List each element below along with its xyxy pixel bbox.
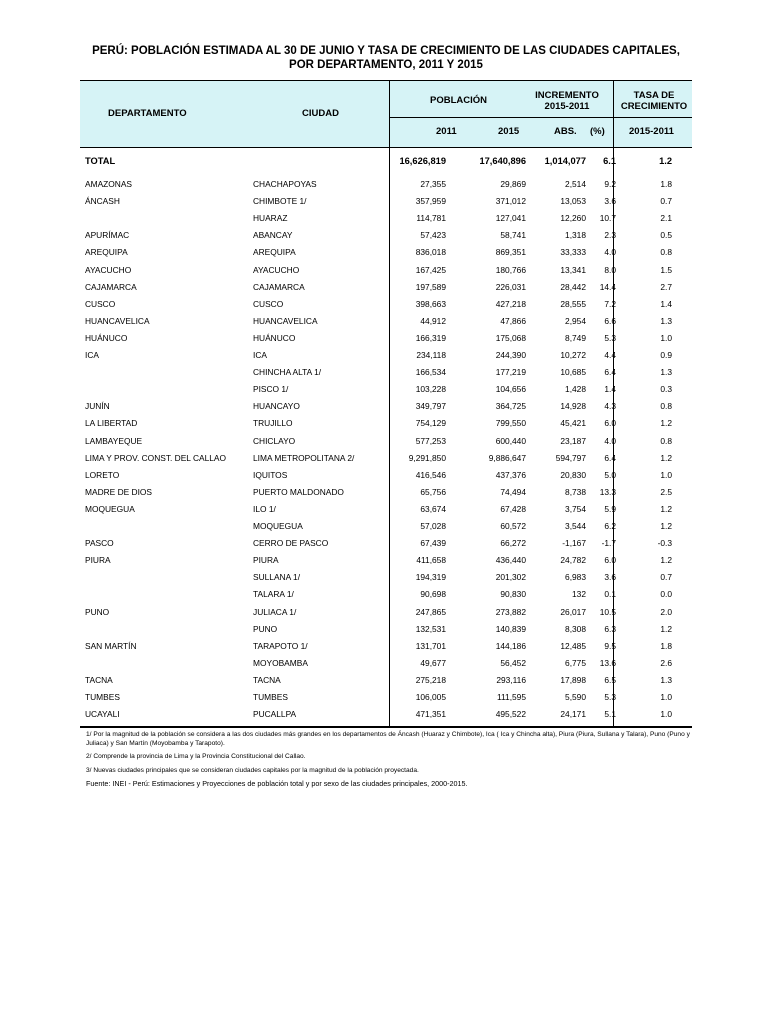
poblacion-2011-cell: 166,534 — [415, 367, 446, 378]
header-abs: ABS. — [554, 126, 577, 137]
poblacion-2015-cell: 90,830 — [500, 589, 526, 600]
total-2011: 16,626,819 — [399, 156, 446, 166]
departamento-cell: TACNA — [85, 674, 113, 685]
incremento-pct-cell: 10.7 — [599, 213, 616, 224]
poblacion-2015-cell: 67,428 — [500, 503, 526, 514]
departamento-cell: HUÁNUCO — [85, 332, 128, 343]
incremento-abs-cell: -1,167 — [562, 538, 586, 549]
ciudad-cell: CUSCO — [253, 298, 284, 309]
incremento-pct-cell: 5.3 — [604, 692, 616, 702]
table-body — [80, 148, 692, 728]
ciudad-cell: HUÁNUCO — [253, 332, 296, 343]
incremento-pct-cell: 10.5 — [599, 606, 616, 617]
poblacion-2015-cell: 226,031 — [495, 281, 526, 292]
table-row — [80, 330, 692, 347]
poblacion-2015-cell: 104,656 — [495, 384, 526, 395]
table-row — [80, 262, 692, 279]
departamento-cell: LAMBAYEQUE — [85, 435, 143, 446]
tasa-cell: 1.8 — [660, 179, 672, 189]
table-row — [80, 450, 692, 467]
incremento-pct-cell: 5.1 — [604, 709, 616, 720]
table-header — [80, 80, 692, 148]
departamento-cell: LIMA Y PROV. CONST. DEL CALLAO — [85, 452, 227, 463]
departamento-cell: PIURA — [85, 555, 111, 566]
table-row — [80, 689, 692, 706]
table-row — [80, 655, 692, 672]
poblacion-2011-cell: 63,674 — [420, 503, 446, 514]
ciudad-cell: JULIACA 1/ — [253, 606, 297, 617]
ciudad-cell: TARAPOTO 1/ — [253, 640, 308, 651]
incremento-abs-cell: 17,898 — [560, 674, 586, 685]
ciudad-cell: TRUJILLO — [253, 418, 293, 429]
ciudad-cell: TACNA — [253, 674, 281, 685]
poblacion-2011-cell: 103,228 — [415, 384, 446, 395]
poblacion-2015-cell: 180,766 — [495, 264, 526, 275]
ciudad-cell: CAJAMARCA — [253, 281, 305, 292]
incremento-abs-cell: 26,017 — [560, 606, 586, 617]
poblacion-2015-cell: 364,725 — [495, 401, 526, 412]
incremento-pct-cell: 9.2 — [604, 179, 616, 189]
table-row — [80, 586, 692, 603]
poblacion-2015-cell: 437,376 — [495, 469, 526, 480]
poblacion-2015-cell: 201,302 — [495, 572, 526, 583]
departamento-cell: AREQUIPA — [85, 247, 128, 258]
poblacion-2011-cell: 27,355 — [420, 179, 446, 189]
incremento-pct-cell: 13.6 — [599, 657, 616, 668]
tasa-cell: 1.2 — [660, 521, 672, 531]
tasa-cell: 0.7 — [660, 572, 672, 583]
poblacion-2015-cell: 293,116 — [496, 674, 526, 685]
tasa-cell: 1.8 — [660, 640, 672, 651]
poblacion-2011-cell: 234,118 — [416, 350, 446, 360]
departamento-cell: TUMBES — [85, 692, 120, 702]
poblacion-2011-cell: 577,253 — [415, 435, 446, 446]
poblacion-2011-cell: 357,959 — [415, 196, 446, 207]
incremento-pct-cell: 9.5 — [604, 640, 616, 651]
departamento-cell: PUNO — [85, 606, 110, 617]
source-note: Fuente: INEI - Perú: Estimaciones y Proyecciones de población total y por sexo de las ciudades principales, 2000-2015. — [86, 778, 468, 788]
incremento-abs-cell: 14,928 — [560, 401, 586, 412]
departamento-cell: LA LIBERTAD — [85, 418, 138, 429]
poblacion-2015-cell: 140,839 — [495, 623, 526, 634]
table-row — [80, 672, 692, 689]
poblacion-2015-cell: 144,186 — [495, 640, 526, 651]
incremento-abs-cell: 33,333 — [560, 247, 586, 258]
tasa-cell: -0.3 — [657, 538, 672, 549]
poblacion-2011-cell: 416,546 — [415, 469, 446, 480]
table-row — [80, 569, 692, 586]
table-row — [80, 381, 692, 398]
header-tasa-period: 2015-2011 — [629, 126, 674, 137]
tasa-cell: 2.1 — [660, 213, 672, 224]
table-row — [80, 313, 692, 330]
header-ciudad: CIUDAD — [302, 108, 339, 119]
table-row — [80, 364, 692, 381]
tasa-cell: 1.2 — [660, 503, 672, 514]
ciudad-cell: CHACHAPOYAS — [253, 179, 317, 189]
table-row — [80, 176, 692, 193]
incremento-abs-cell: 20,830 — [560, 469, 586, 480]
poblacion-2015-cell: 495,522 — [495, 709, 526, 720]
incremento-pct-cell: 5.9 — [604, 503, 616, 514]
tasa-cell: 1.0 — [660, 709, 672, 720]
poblacion-2011-cell: 349,797 — [415, 401, 446, 412]
incremento-pct-cell: 4.0 — [604, 247, 616, 258]
ciudad-cell: CHIMBOTE 1/ — [253, 196, 307, 207]
header-tasa — [616, 90, 692, 112]
departamento-cell: CUSCO — [85, 298, 116, 309]
table-row — [80, 415, 692, 432]
incremento-abs-cell: 132 — [572, 589, 586, 600]
poblacion-2015-cell: 244,390 — [495, 350, 526, 360]
tasa-cell: 0.8 — [660, 401, 672, 412]
incremento-pct-cell: 6.2 — [604, 521, 616, 531]
poblacion-2011-cell: 132,531 — [415, 623, 446, 634]
poblacion-2015-cell: 799,550 — [495, 418, 526, 429]
poblacion-2011-cell: 65,756 — [420, 486, 446, 497]
tasa-cell: 2.6 — [660, 657, 672, 668]
ciudad-cell: ICA — [253, 350, 267, 360]
incremento-abs-cell: 13,341 — [560, 264, 586, 275]
tasa-cell: 0.8 — [660, 435, 672, 446]
tasa-cell: 0.8 — [660, 247, 672, 258]
table-row — [80, 433, 692, 450]
tasa-cell: 2.7 — [660, 281, 672, 292]
ciudad-cell: PUNO — [253, 623, 278, 634]
table-row — [80, 518, 692, 535]
footnote-3: 3/ Nuevas ciudades principales que se consideran ciudades capitales por la magnitud de la población proyectada. — [86, 766, 419, 774]
tasa-cell: 1.5 — [660, 264, 672, 275]
departamento-cell: PASCO — [85, 538, 114, 549]
footnote-2: 2/ Comprende la provincia de Lima y la Provincia Constitucional del Callao. — [86, 753, 306, 761]
departamento-cell: APURÍMAC — [85, 230, 130, 241]
tasa-cell: 1.0 — [660, 469, 672, 480]
table-row — [80, 398, 692, 415]
table-row — [80, 535, 692, 552]
poblacion-2015-cell: 127,041 — [495, 213, 526, 224]
poblacion-2011-cell: 471,351 — [415, 709, 446, 720]
incremento-abs-cell: 28,555 — [560, 298, 586, 309]
incremento-abs-cell: 3,544 — [565, 521, 586, 531]
incremento-pct-cell: 6.5 — [604, 674, 616, 685]
ciudad-cell: PUERTO MALDONADO — [253, 486, 344, 497]
tasa-cell: 0.3 — [660, 384, 672, 395]
total-label: TOTAL — [85, 156, 116, 166]
incremento-pct-cell: 0.1 — [604, 589, 616, 600]
incremento-abs-cell: 594,797 — [555, 452, 586, 463]
poblacion-2011-cell: 114,781 — [416, 213, 446, 224]
poblacion-2015-cell: 427,218 — [495, 298, 526, 309]
poblacion-2011-cell: 131,701 — [415, 640, 446, 651]
incremento-pct-cell: 4.3 — [604, 401, 616, 412]
header-pct: (%) — [590, 126, 605, 137]
poblacion-2011-cell: 67,439 — [420, 538, 446, 549]
poblacion-2015-cell: 60,572 — [500, 521, 526, 531]
ciudad-cell: TALARA 1/ — [253, 589, 294, 600]
departamento-cell: LORETO — [85, 469, 120, 480]
incremento-abs-cell: 13,053 — [560, 196, 586, 207]
incremento-abs-cell: 2,954 — [565, 315, 586, 326]
total-2015: 17,640,896 — [479, 156, 526, 166]
ciudad-cell: MOYOBAMBA — [253, 657, 308, 668]
incremento-pct-cell: 3.6 — [604, 572, 616, 583]
ciudad-cell: ILO 1/ — [253, 503, 276, 514]
incremento-pct-cell: 6.0 — [604, 418, 616, 429]
poblacion-2011-cell: 167,425 — [415, 264, 446, 275]
poblacion-2011-cell: 90,698 — [420, 589, 446, 600]
poblacion-2015-cell: 436,440 — [495, 555, 526, 566]
poblacion-2011-cell: 106,005 — [415, 692, 446, 702]
document-title — [80, 44, 692, 72]
incremento-abs-cell: 8,738 — [565, 486, 586, 497]
ciudad-cell: TUMBES — [253, 692, 288, 702]
incremento-pct-cell: 1.4 — [604, 384, 616, 395]
poblacion-2011-cell: 247,865 — [415, 606, 446, 617]
incremento-abs-cell: 8,749 — [565, 332, 586, 343]
tasa-cell: 1.2 — [660, 623, 672, 634]
incremento-pct-cell: 13.3 — [599, 486, 616, 497]
poblacion-2015-cell: 58,741 — [500, 230, 526, 241]
poblacion-2015-cell: 177,219 — [495, 367, 526, 378]
tasa-cell: 1.2 — [660, 555, 672, 566]
incremento-pct-cell: 6.4 — [604, 452, 616, 463]
header-year-2011: 2011 — [436, 126, 457, 137]
incremento-abs-cell: 10,685 — [560, 367, 586, 378]
ciudad-cell: PIURA — [253, 555, 279, 566]
tasa-cell: 1.3 — [660, 674, 672, 685]
ciudad-cell: PISCO 1/ — [253, 384, 289, 395]
incremento-pct-cell: 6.6 — [604, 315, 616, 326]
tasa-cell: 0.5 — [660, 230, 672, 241]
ciudad-cell: PUCALLPA — [253, 709, 297, 720]
poblacion-2011-cell: 275,218 — [415, 674, 446, 685]
incremento-pct-cell: 6.0 — [604, 555, 616, 566]
incremento-abs-cell: 10,272 — [560, 350, 586, 360]
table-row — [80, 193, 692, 210]
incremento-pct-cell: 6.3 — [604, 623, 616, 634]
header-tasa-line1: TASA DE — [633, 90, 675, 101]
incremento-abs-cell: 3,754 — [565, 503, 586, 514]
header-poblacion: POBLACIÓN — [430, 95, 487, 106]
poblacion-2015-cell: 869,351 — [495, 247, 526, 258]
incremento-pct-cell: 14.4 — [599, 281, 616, 292]
tasa-cell: 0.9 — [660, 350, 672, 360]
ciudad-cell: HUANCAVELICA — [253, 315, 318, 326]
tasa-cell: 1.2 — [660, 418, 672, 429]
poblacion-2015-cell: 273,882 — [495, 606, 526, 617]
poblacion-2015-cell: 600,440 — [495, 435, 526, 446]
header-departamento: DEPARTAMENTO — [108, 108, 187, 119]
table-row — [80, 279, 692, 296]
poblacion-2011-cell: 57,028 — [420, 521, 446, 531]
poblacion-2015-cell: 9,886,647 — [488, 452, 526, 463]
incremento-pct-cell: 8.0 — [604, 264, 616, 275]
incremento-pct-cell: 7.2 — [604, 298, 616, 309]
header-incremento-period: 2015-2011 — [544, 101, 590, 112]
poblacion-2015-cell: 29,869 — [500, 179, 526, 189]
table-row — [80, 227, 692, 244]
ciudad-cell: SULLANA 1/ — [253, 572, 301, 583]
incremento-abs-cell: 8,308 — [565, 623, 586, 634]
table-row — [80, 552, 692, 569]
table-row — [80, 501, 692, 518]
incremento-abs-cell: 24,171 — [560, 709, 586, 720]
total-tasa: 1.2 — [659, 156, 672, 166]
total-abs: 1,014,077 — [544, 156, 586, 166]
departamento-cell: SAN MARTÍN — [85, 640, 137, 651]
departamento-cell: AYACUCHO — [85, 264, 132, 275]
incremento-abs-cell: 6,775 — [565, 657, 586, 668]
ciudad-cell: HUARAZ — [253, 213, 288, 224]
table-row — [80, 621, 692, 638]
tasa-cell: 2.0 — [660, 606, 672, 617]
incremento-abs-cell: 23,187 — [560, 435, 586, 446]
tasa-cell: 1.3 — [660, 315, 672, 326]
incremento-abs-cell: 45,421 — [560, 418, 586, 429]
incremento-abs-cell: 28,442 — [560, 281, 586, 292]
incremento-abs-cell: 12,485 — [560, 640, 586, 651]
poblacion-2011-cell: 836,018 — [415, 247, 446, 258]
poblacion-2015-cell: 111,595 — [496, 692, 526, 702]
ciudad-cell: CERRO DE PASCO — [253, 538, 329, 549]
incremento-pct-cell: 5.3 — [604, 332, 616, 343]
total-row — [80, 153, 692, 170]
header-incremento — [532, 90, 602, 112]
ciudad-cell: AYACUCHO — [253, 264, 300, 275]
departamento-cell: ÁNCASH — [85, 196, 120, 207]
header-tasa-line2: CRECIMIENTO — [620, 101, 688, 112]
ciudad-cell: AREQUIPA — [253, 247, 296, 258]
footnotes — [86, 730, 692, 792]
header-subdivider — [389, 117, 692, 118]
title-line-1: PERÚ: POBLACIÓN ESTIMADA AL 30 DE JUNIO Y TASA DE CRECIMIENTO DE LAS CIUDADES CAPITALES, — [92, 45, 680, 57]
poblacion-2015-cell: 47,866 — [500, 315, 526, 326]
poblacion-2011-cell: 49,677 — [420, 657, 446, 668]
poblacion-2015-cell: 74,494 — [500, 486, 526, 497]
incremento-abs-cell: 1,318 — [565, 230, 586, 241]
tasa-cell: 0.0 — [660, 589, 672, 600]
departamento-cell: MADRE DE DIOS — [85, 486, 153, 497]
departamento-cell: HUANCAVELICA — [85, 315, 150, 326]
poblacion-2015-cell: 371,012 — [495, 196, 526, 207]
ciudad-cell: IQUITOS — [253, 469, 288, 480]
table-row — [80, 638, 692, 655]
table-row — [80, 484, 692, 501]
tasa-cell: 1.3 — [660, 367, 672, 378]
incremento-pct-cell: -1.7 — [601, 538, 616, 549]
poblacion-2011-cell: 398,663 — [415, 298, 446, 309]
incremento-abs-cell: 2,514 — [565, 179, 586, 189]
ciudad-cell: MOQUEGUA — [253, 521, 303, 531]
poblacion-2015-cell: 175,068 — [495, 332, 526, 343]
footnote-1: 1/ Por la magnitud de la población se considera a las dos ciudades más grandes en los departamentos de Áncash (Huaraz y Chimbote), Ica ( Ica y Chincha alta), Piura (Piura, Sullana y Talara), Puno (Puno y Juliaca) y San Martín (Moyobamba y Tarapoto). — [86, 731, 690, 748]
total-pct: 6.1 — [603, 156, 616, 166]
incremento-pct-cell: 3.6 — [604, 196, 616, 207]
table-row — [80, 467, 692, 484]
departamento-cell: UCAYALI — [85, 709, 120, 720]
incremento-abs-cell: 1,428 — [565, 384, 586, 395]
incremento-abs-cell: 6,983 — [565, 572, 586, 583]
poblacion-2011-cell: 197,589 — [415, 281, 446, 292]
poblacion-2011-cell: 44,912 — [420, 315, 446, 326]
departamento-cell: AMAZONAS — [85, 179, 132, 189]
incremento-abs-cell: 12,260 — [560, 213, 586, 224]
poblacion-2011-cell: 754,129 — [415, 418, 446, 429]
header-divider-right — [613, 81, 614, 147]
table-row — [80, 296, 692, 313]
poblacion-2015-cell: 66,272 — [500, 538, 526, 549]
tasa-cell: 1.0 — [660, 692, 672, 702]
departamento-cell: JUNÍN — [85, 401, 110, 412]
departamento-cell: ICA — [85, 350, 99, 360]
population-table — [80, 80, 692, 728]
poblacion-2011-cell: 194,319 — [415, 572, 446, 583]
table-bottom-rule — [80, 726, 692, 728]
table-row — [80, 347, 692, 364]
table-row — [80, 244, 692, 261]
ciudad-cell: CHINCHA ALTA 1/ — [253, 367, 322, 378]
poblacion-2011-cell: 166,319 — [415, 332, 446, 343]
poblacion-2011-cell: 57,423 — [420, 230, 446, 241]
poblacion-2015-cell: 56,452 — [500, 657, 526, 668]
incremento-abs-cell: 5,590 — [565, 692, 586, 702]
tasa-cell: 0.7 — [660, 196, 672, 207]
ciudad-cell: ABANCAY — [253, 230, 293, 241]
title-line-2: POR DEPARTAMENTO, 2011 Y 2015 — [289, 59, 483, 71]
incremento-pct-cell: 4.0 — [604, 435, 616, 446]
incremento-pct-cell: 6.4 — [604, 367, 616, 378]
ciudad-cell: LIMA METROPOLITANA 2/ — [253, 452, 355, 463]
ciudad-cell: CHICLAYO — [253, 435, 296, 446]
tasa-cell: 1.4 — [660, 298, 672, 309]
departamento-cell: MOQUEGUA — [85, 503, 135, 514]
tasa-cell: 1.2 — [660, 452, 672, 463]
poblacion-2011-cell: 411,658 — [416, 555, 446, 566]
incremento-pct-cell: 2.3 — [604, 230, 616, 241]
incremento-pct-cell: 4.4 — [604, 350, 616, 360]
departamento-cell: CAJAMARCA — [85, 281, 137, 292]
header-incremento-title: INCREMENTO — [535, 90, 599, 101]
incremento-pct-cell: 5.0 — [604, 469, 616, 480]
header-divider-left — [389, 81, 390, 147]
tasa-cell: 1.0 — [660, 332, 672, 343]
header-year-2015: 2015 — [498, 126, 520, 137]
table-row — [80, 706, 692, 723]
poblacion-2011-cell: 9,291,850 — [408, 452, 446, 463]
tasa-cell: 2.5 — [660, 486, 672, 497]
ciudad-cell: HUANCAYO — [253, 401, 300, 412]
table-row — [80, 210, 692, 227]
table-row — [80, 604, 692, 621]
incremento-abs-cell: 24,782 — [560, 555, 586, 566]
